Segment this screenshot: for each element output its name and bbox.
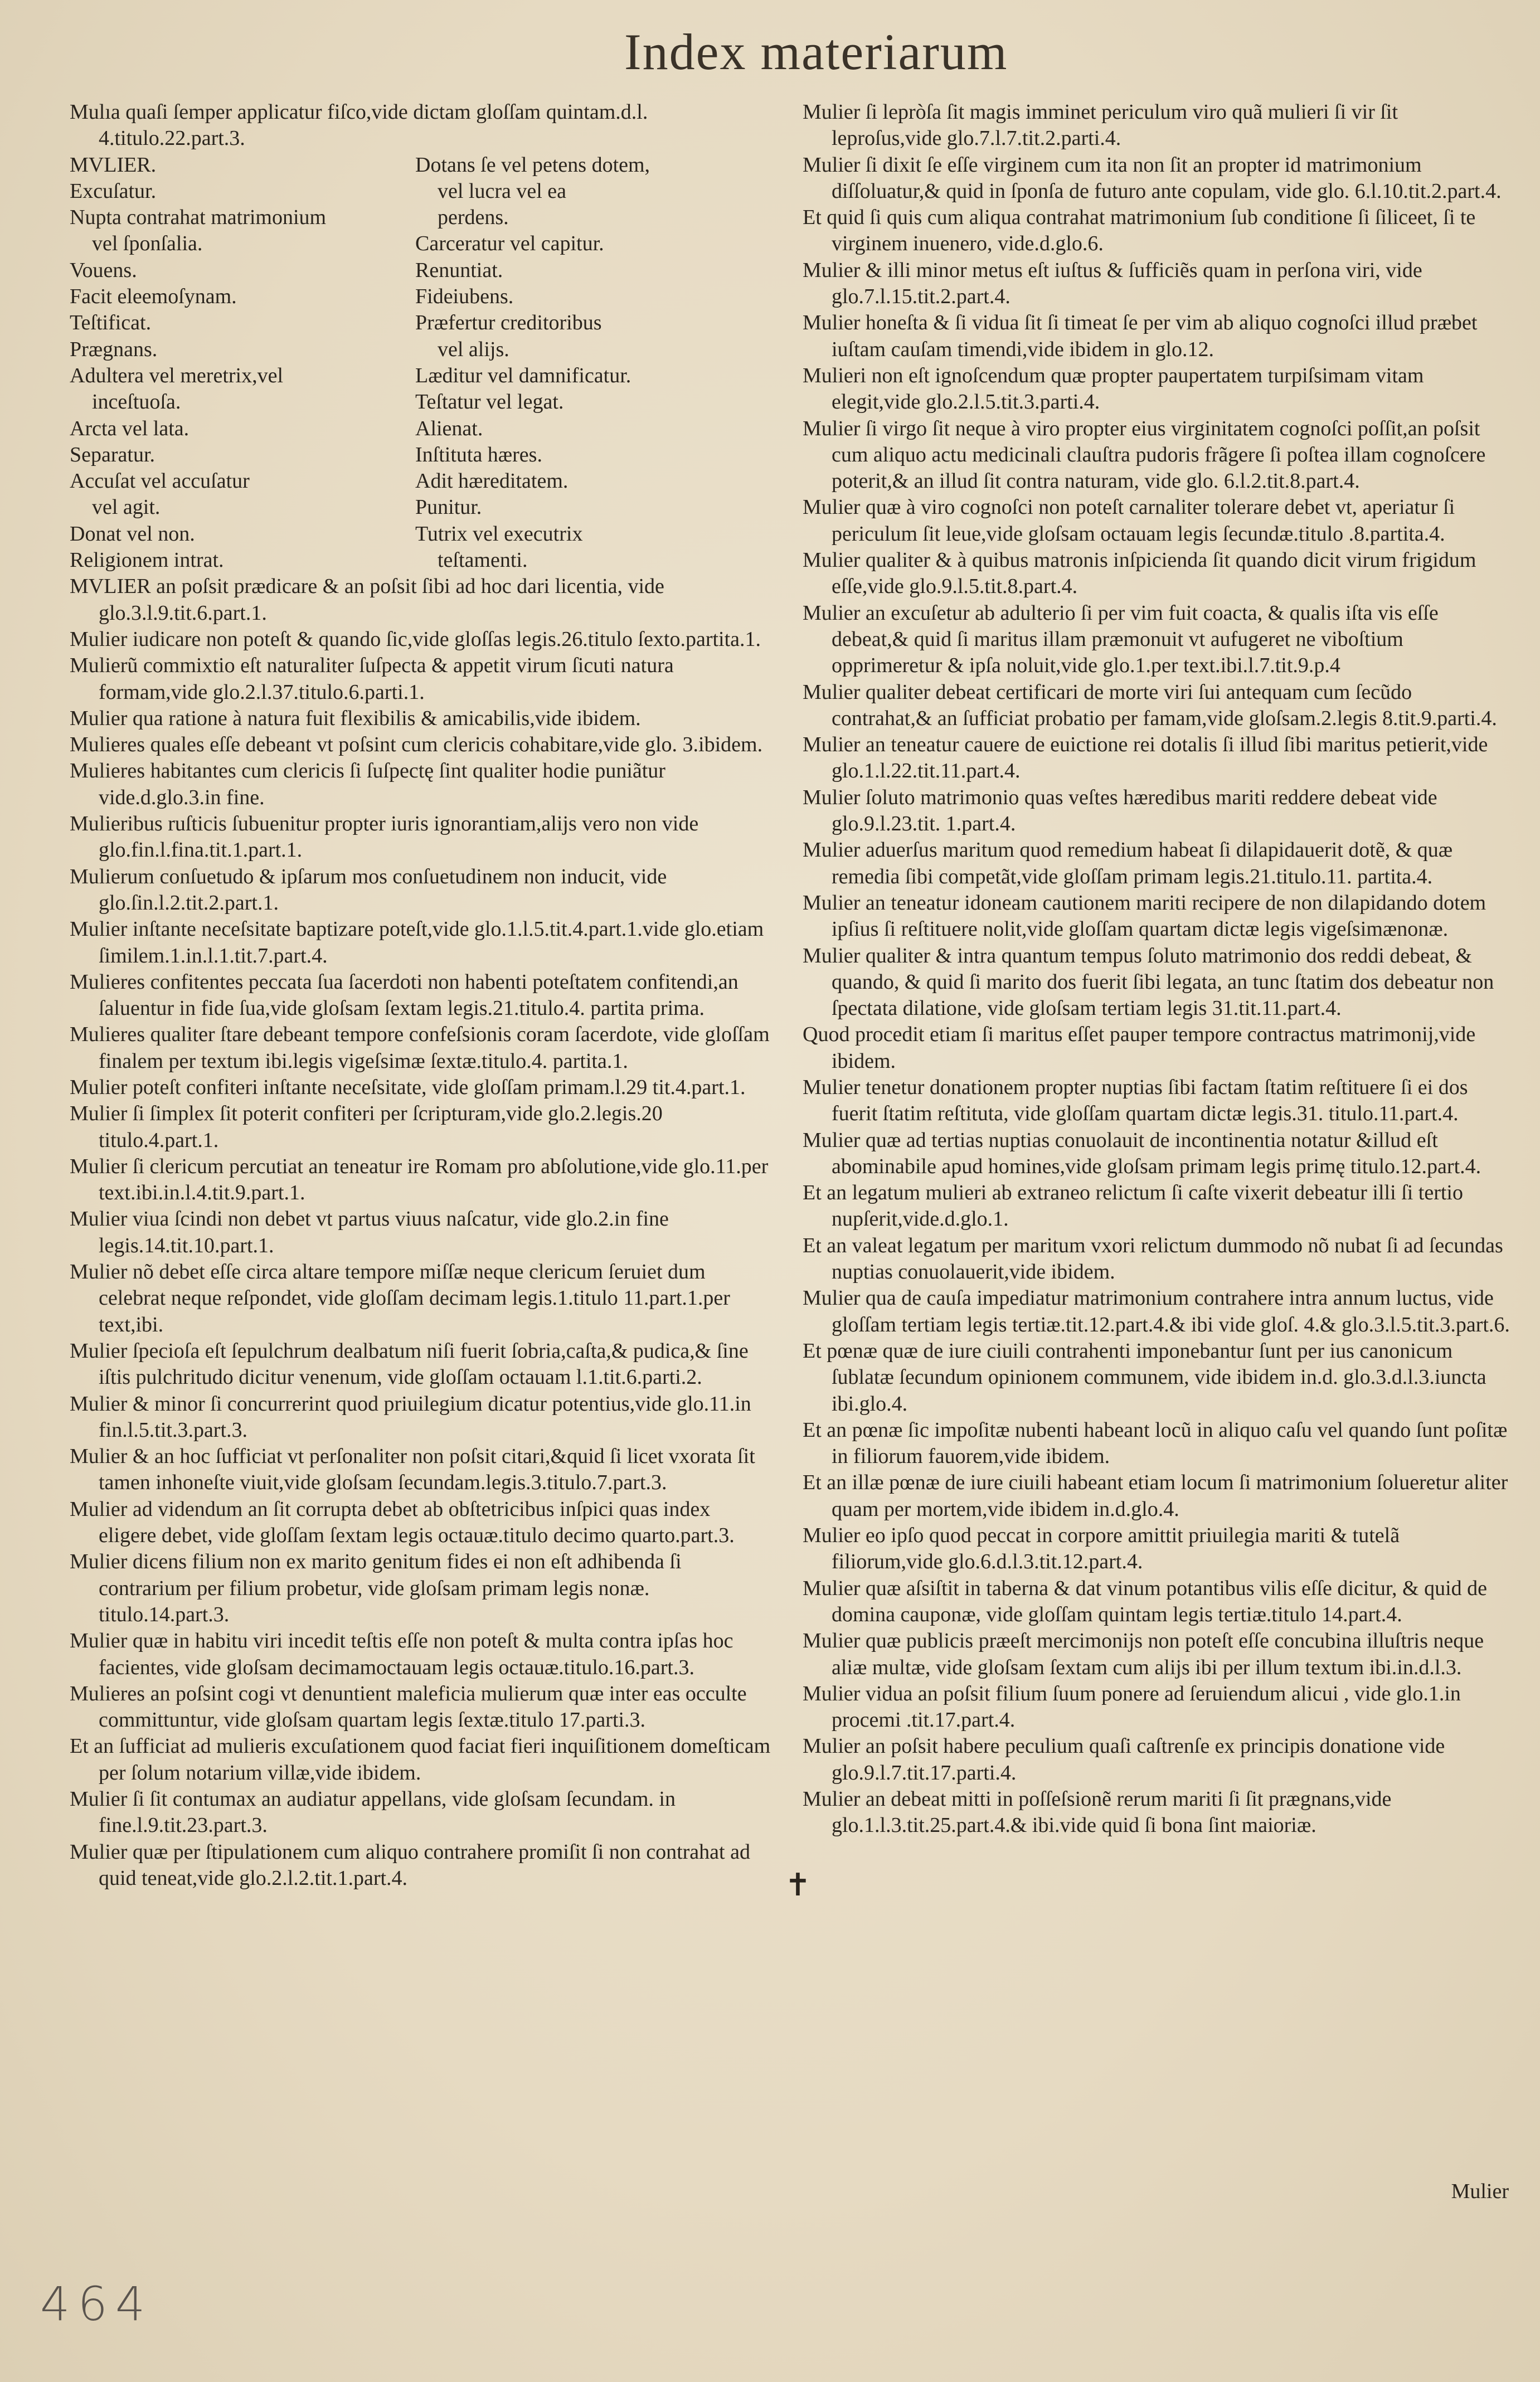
- index-entry: Mulier quæ à viro cognoſci non poteſt carnaliter tolerare debet vt, aperiatur ſi periculum ſit leue,vide gloſsam octauam legis ſecundæ.titulo .8.partita.4.: [803, 495, 1455, 546]
- index-entry: Mulier aduerſus maritum quod remedium habeat ſi dilapidauerit dotẽ, & quæ remedia ſibi competãt,vide gloſſam primam legis.21.titulo.11. partita.4.: [803, 838, 1453, 888]
- index-entry: Mulieres habitantes cum clericis ſi ſuſpectę ſint qualiter hodie puniãtur vide.d.glo.3.in fine.: [70, 759, 665, 809]
- sublist-item: Excuſatur.: [70, 179, 157, 203]
- index-entry: MVLIER an poſsit prædicare & an poſsit ſibi ad hoc dari licentia, vide glo.3.l.9.tit.6.part.1.: [70, 575, 664, 625]
- sublist-item: teſtamenti.: [438, 548, 528, 572]
- sublist-item: Facit eleemoſynam.: [70, 285, 237, 309]
- index-entry: Mulier ſi dixit ſe eſſe virginem cum ita non ſit an propter id matrimonium diſſoluatur,& quid in ſponſa de futuro ante copulam, vide glo. 6.l.10.tit.2.part.4.: [803, 153, 1502, 203]
- catchword: Mulier: [1451, 2180, 1509, 2203]
- index-entry: Mulieres an poſsint cogi vt denuntient maleficia mulierum quæ inter eas occulte committuntur, vide gloſsam quartam legis ſextæ.titulo 17.parti.3.: [70, 1681, 747, 1732]
- index-entry: Mulier qua ratione à natura fuit flexibilis & amicabilis,vide ibidem.: [70, 706, 641, 730]
- index-entry: Mulier quæ in habitu viri incedit teſtis eſſe non poteſt & multa contra ipſas hoc facientes, vide gloſsam decimamoctauam legis octauæ.titulo.16.part.3.: [70, 1629, 733, 1679]
- index-entry: Et pœnæ quæ de iure ciuili contrahenti imponebantur ſunt per ius canonicum ſublatæ ſecundum opinionem communem, vide ibidem in.d. glo.3.d.l.3.iuncta ibi.glo.4.: [803, 1339, 1486, 1416]
- index-entry: Mulier iudicare non poteſt & quando ſic,vide gloſſas legis.26.titulo ſexto.partita.1.: [70, 627, 761, 651]
- index-entry: Mulıa quaſi ſemper applicatur fiſco,vide dictam gloſſam quintam.d.l. 4.titulo.22.part.3.: [70, 100, 648, 150]
- index-entry: Mulier poteſt confiteri inſtante neceſsitate, vide gloſſam primam.l.29 tit.4.part.1.: [70, 1075, 746, 1099]
- sublist-item: Adit hæreditatem.: [415, 469, 569, 493]
- index-entry: Mulier quæ per ſtipulationem cum aliquo contrahere promiſit ſi non contrahat ad quid teneat,vide glo.2.l.2.tit.1.part.4.: [70, 1840, 750, 1890]
- index-entry: Mulier ad videndum an ſit corrupta debet ab obſtetricibus inſpici quas index eligere debet, vide gloſſam ſextam legis octauæ.titulo decimo quarto.part.3.: [70, 1497, 735, 1548]
- index-entry: Mulier an poſsit habere peculium quaſi caſtrenſe ex principis donatione vide glo.9.l.7.tit.17.parti.4.: [803, 1734, 1445, 1785]
- sublist-item: Nupta contrahat matrimonium: [70, 206, 327, 230]
- sublist-item: Arcta vel lata.: [70, 416, 190, 440]
- index-entry: Mulierũ commixtio eſt naturaliter ſuſpecta & appetit virum ſicuti natura formam,vide glo.2.l.37.titulo.6.parti.1.: [70, 654, 674, 704]
- index-entry: Mulier quæ publicis præeſt mercimonijs non poteſt eſſe concubina illuſtris neque aliæ multæ, vide gloſsam ſextam cum alijs ibi per illum textum ibi.in.d.l.3.: [803, 1629, 1484, 1679]
- index-entry: Mulier ſoluto matrimonio quas veſtes hæredibus mariti reddere debeat vide glo.9.l.23.tit. 1.part.4.: [803, 785, 1437, 836]
- index-entry: Mulier an excuſetur ab adulterio ſi per vim fuit coacta, & qualis iſta vis eſſe debeat,& quid ſi maritus illam præmonuit vt aufugeret ne viboſtium opprimeretur & ipſa noluit,vide glo.1.per text.ibi.l.7.tit.9.p.4: [803, 601, 1439, 678]
- sublist-item: Læditur vel damnificatur.: [415, 363, 631, 387]
- handwritten-page-number: 464: [40, 2277, 153, 2331]
- index-entry: Mulier qualiter & intra quantum tempus ſoluto matrimonio dos reddi debeat, & quando, & quid ſi marito dos fuerit ſibi legata, an tunc ſtatim dos debeatur non ſpectata dilatione, vide gloſsam tertiam legis 31.tit.11.part.4.: [803, 944, 1494, 1020]
- index-entry: Mulier qua de cauſa impediatur matrimonium contrahere intra annum luctus, vide gloſſam tertiam legis tertiæ.tit.12.part.4.& ibi vide gloſ. 4.& glo.3.l.5.tit.3.part.6.: [803, 1286, 1510, 1336]
- sublist-item: MVLIER.: [70, 153, 157, 177]
- sublist-item: Teſtificat.: [70, 311, 152, 335]
- sublist-item: Adultera vel meretrix,vel: [70, 363, 284, 387]
- index-entry: Mulier & illi minor metus eſt iuſtus & ſufficiẽs quam in perſona viri, vide glo.7.l.15.tit.2.part.4.: [803, 258, 1422, 309]
- index-entry: Mulier ſi clericum percutiat an teneatur ire Romam pro abſolutione,vide glo.11.per text.ibi.in.l.4.tit.9.part.1.: [70, 1154, 769, 1205]
- index-entry: Mulier an debeat mitti in poſſeſsionẽ rerum mariti ſi ſit prægnans,vide glo.1.l.3.tit.25.part.4.& ibi.vide quid ſi bona ſint maioriæ.: [803, 1787, 1392, 1837]
- index-entry: Mulieres quales eſſe debeant vt poſsint cum clericis cohabitare,vide glo. 3.ibidem.: [70, 733, 763, 757]
- index-entry: Mulierum conſuetudo & ipſarum mos conſuetudinem non inducit, vide glo.ſin.l.2.tit.2.part.1.: [70, 864, 667, 915]
- fleuron-mark: ✝: [785, 1867, 811, 1903]
- index-entry: Mulier & an hoc ſufficiat vt perſonaliter non poſsit citari,&quid ſi licet vxorata ſit tamen inhoneſte viuit,vide gloſsam ſecundam.legis.3.titulo.7.part.3.: [70, 1445, 755, 1495]
- sublist-item: Prægnans.: [70, 337, 158, 361]
- sublist-item: Teſtatur vel legat.: [415, 390, 564, 414]
- left-column: [70, 99, 772, 1892]
- index-entry: Mulieres qualiter ſtare debeant tempore confeſsionis coram ſacerdote, vide gloſſam finalem per textum ibi.legis vigeſsimæ ſextæ.titulo.4. partita.1.: [70, 1023, 770, 1073]
- sublist-item: Dotans ſe vel petens dotem,: [415, 153, 650, 177]
- index-entry: Mulier ſpecioſa eſt ſepulchrum dealbatum niſi fuerit ſobria,caſta,& pudica,& ſine iſtis pulchritudo dicitur venenum, vide gloſſam octauam l.1.tit.6.parti.2.: [70, 1339, 749, 1389]
- sublist-item: Fideiubens.: [415, 285, 514, 309]
- index-entry: Mulier ſi ſit contumax an audiatur appellans, vide gloſsam ſecundam. in fine.l.9.tit.23.part.3.: [70, 1787, 676, 1837]
- index-entry: Mulieri non eſt ignoſcendum quæ propter paupertatem turpiſsimam vitam elegit,vide glo.2.l.5.tit.3.parti.4.: [803, 363, 1424, 414]
- index-entry: Mulieribus ruſticis ſubuenitur propter iuris ignorantiam,alijs vero non vide glo.fin.l.fina.tit.1.part.1.: [70, 812, 699, 862]
- index-entry: Mulier ſi virgo ſit neque à viro propter eius virginitatem cognoſci poſſit,an poſsit cum aliquo actu medicinali clauſtra pudoris frãgere ſi poſtea illam cognoſcere poterit,& an illud ſit contra naturam, vide glo. 6.l.2.tit.8.part.4.: [803, 416, 1486, 493]
- sublist-item: Vouens.: [70, 258, 137, 282]
- sublist-item: vel lucra vel ea: [438, 179, 567, 203]
- index-entry: Mulier ſi ſimplex ſit poterit confiteri per ſcripturam,vide glo.2.legis.20 titulo.4.part.1.: [70, 1102, 663, 1152]
- sublist-item: Præfertur creditoribus: [415, 311, 602, 335]
- sublist-item: Donat vel non.: [70, 522, 195, 546]
- sublist-item: Punitur.: [415, 495, 482, 519]
- sublist-item: Carceratur vel capitur.: [415, 232, 604, 256]
- index-entry: Et an illæ pœnæ de iure ciuili habeant etiam locum ſi matrimonium ſolueretur aliter quam per mortem,vide ibidem in.d.glo.4.: [803, 1471, 1508, 1521]
- index-entry: Et an legatum mulieri ab extraneo relictum ſi caſte vixerit debeatur illi ſi tertio nupſerit,vide.d.glo.1.: [803, 1181, 1463, 1231]
- index-entry: Mulier ſi lepròſa ſit magis imminet periculum viro quã mulieri ſi vir ſit leproſus,vide glo.7.l.7.tit.2.parti.4.: [803, 100, 1398, 150]
- index-entry: Mulier dicens filium non ex marito genitum fides ei non eſt adhibenda ſi contrarium per filium probetur, vide gloſsam primam legis nonæ. titulo.14.part.3.: [70, 1550, 682, 1626]
- page-title: Index materiarum: [624, 23, 1008, 80]
- sublist-item: Separatur.: [70, 443, 156, 466]
- index-entry: Mulier tenetur donationem propter nuptias ſibi factam ſtatim reſtituere ſi ei dos fuerit ſtatim reſtituta, vide gloſſam quartam dictæ legis.31. titulo.11.part.4.: [803, 1075, 1468, 1126]
- sublist-item: Tutrix vel executrix: [415, 522, 583, 546]
- index-entry: Mulier quæ aſsiſtit in taberna & dat vinum potantibus vilis eſſe dicitur, & quid de domina cauponæ, vide gloſſam quintam legis tertiæ.titulo 14.part.4.: [803, 1576, 1488, 1626]
- sublist-item: Inſtituta hæres.: [415, 443, 542, 466]
- index-entry: Mulier an teneatur cauere de euictione rei dotalis ſi illud ſibi maritus petierit,vide glo.1.l.22.tit.11.part.4.: [803, 733, 1488, 783]
- index-entry: Mulier qualiter debeat certificari de morte viri ſui antequam cum ſecũdo contrahat,& an ſufficiat probatio per famam,vide gloſsam.2.legis 8.tit.9.parti.4.: [803, 680, 1497, 730]
- sublist-item: perdens.: [438, 206, 509, 230]
- mulier-sublist: [70, 152, 772, 574]
- index-entry: Mulier eo ipſo quod peccat in corpore amittit priuilegia mariti & tutelã filiorum,vide glo.6.d.l.3.tit.12.part.4.: [803, 1524, 1400, 1574]
- sublist-item: Accuſat vel accuſatur: [70, 469, 250, 493]
- index-entry: Et an ſufficiat ad mulieris excuſationem quod faciat fieri inquiſitionem domeſticam per ſolum notarium villæ,vide ibidem.: [70, 1734, 771, 1785]
- index-entry: Et quid ſi quis cum aliqua contrahat matrimonium ſub conditione ſi ſiliceet, ſi te virginem inuenero, vide.d.glo.6.: [803, 206, 1476, 256]
- sublist-item: Alienat.: [415, 416, 483, 440]
- index-entry: Mulier vidua an poſsit filium ſuum ponere ad ſeruiendum alicui , vide glo.1.in procemi .tit.17.part.4.: [803, 1681, 1461, 1732]
- index-entry: Mulier honeſta & ſi vidua ſit ſi timeat ſe per vim ab aliquo cognoſci illud præbet iuſtam cauſam timendi,vide ibidem in glo.12.: [803, 311, 1478, 361]
- sublist-item: inceſtuoſa.: [92, 390, 181, 414]
- index-entry: Et an pœnæ ſic impoſitæ nubenti habeant locũ in aliquo caſu vel quando ſunt poſitæ in filiorum fauorem,vide ibidem.: [803, 1418, 1508, 1469]
- index-entry: Mulier & minor ſi concurrerint quod priuilegium dicatur potentius,vide glo.11.in fin.l.5.tit.3.part.3.: [70, 1392, 751, 1442]
- index-entry: Mulier quæ ad tertias nuptias conuolauit de incontinentia notatur &illud eſt abominabile apud homines,vide gloſsam primam legis primę titulo.12.part.4.: [803, 1128, 1481, 1178]
- sublist-item: vel agit.: [92, 495, 161, 519]
- index-entry: Mulier an teneatur idoneam cautionem mariti recipere de non dilapidando dotem ipſius ſi reſtituere nolit,vide gloſſam quartam dictæ legis vigeſsimænonæ.: [803, 891, 1486, 941]
- right-column: [803, 99, 1510, 1839]
- index-entry: Mulier viua ſcindi non debet vt partus viuus naſcatur, vide glo.2.in fine legis.14.tit.10.part.1.: [70, 1207, 669, 1257]
- sublist-item: vel ſponſalia.: [92, 232, 203, 256]
- index-entry: Mulieres confitentes peccata ſua ſacerdoti non habenti poteſtatem confitendi,an ſaluentur in fide ſua,vide gloſsam ſextam legis.21.titulo.4. partita prima.: [70, 970, 739, 1020]
- index-entry: Et an valeat legatum per maritum vxori relictum dummodo nõ nubat ſi ad ſecundas nuptias conuolauerit,vide ibidem.: [803, 1233, 1503, 1284]
- index-entry: Mulier qualiter & à quibus matronis inſpicienda ſit quando dicit virum frigidum eſſe,vide glo.9.l.5.tit.8.part.4.: [803, 548, 1476, 599]
- sublist-item: Religionem intrat.: [70, 548, 224, 572]
- index-entry: Quod procedit etiam ſi maritus eſſet pauper tempore contractus matrimonij,vide ibidem.: [803, 1023, 1476, 1073]
- sublist-item: Renuntiat.: [415, 258, 503, 282]
- index-entry: Mulier nõ debet eſſe circa altare tempore miſſæ neque clericum ſeruiet dum celebrat neque reſpondet, vide gloſſam decimam legis.1.titulo 11.part.1.per text,ibi.: [70, 1260, 730, 1336]
- index-entry: Mulier inſtante neceſsitate baptizare poteſt,vide glo.1.l.5.tit.4.part.1.vide glo.etiam ſimilem.1.in.l.1.tit.7.part.4.: [70, 917, 764, 968]
- sublist-item: vel alijs.: [438, 337, 509, 361]
